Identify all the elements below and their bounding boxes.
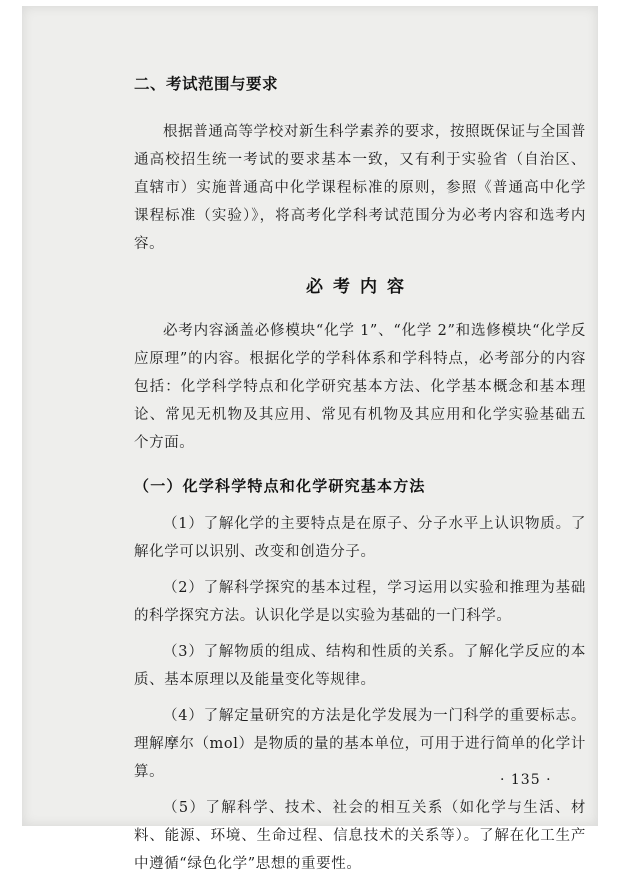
section-heading: 二、考试范围与要求 <box>134 75 279 93</box>
required-content-title: 必考内容 <box>306 277 414 297</box>
scanned-page <box>22 6 598 872</box>
scope-paragraph: 必考内容涵盖必修模块“化学 1”、“化学 2”和选修模块“化学反应原理”的内容。根据化学的学科体系和学科特点，必考部分的内容包括：化学科学特点和化学研究基本方法、化学基本概念和基本理论、常见无机物及其应用、常见有机物及其应用和化学实验基础五个方面。 <box>134 323 586 451</box>
intro-paragraph: 根据普通高等学校对新生科学素养的要求，按照既保证与全国普通高校招生统一考试的要求基本一致，又有利于实验省（自治区、直辖市）实施普通高中化学课程标准的原则，参照《普通高中化学课程标准（实验）》，将高考化学科考试范围分为必考内容和选考内容。 <box>134 124 586 252</box>
list-item: （5）了解科学、技术、社会的相互关系（如化学与生活、材料、能源、环境、生命过程、信息技术的关系等）。了解在化工生产中遵循“绿色化学”思想的重要性。 <box>134 800 586 872</box>
list-item: （4）了解定量研究的方法是化学发展为一门科学的重要标志。理解摩尔（mol）是物质的量的基本单位，可用于进行简单的化学计算。 <box>134 708 586 780</box>
page-content <box>134 72 586 886</box>
page-number: · 135 · <box>500 772 552 788</box>
list-item: （1）了解化学的主要特点是在原子、分子水平上认识物质。了解化学可以识别、改变和创造分子。 <box>134 516 586 560</box>
list-item: （3）了解物质的组成、结构和性质的关系。了解化学反应的本质、基本原理以及能量变化等规律。 <box>134 644 586 688</box>
subsection-heading: （一）化学科学特点和化学研究基本方法 <box>134 477 426 495</box>
list-item: （2）了解科学探究的基本过程，学习运用以实验和推理为基础的科学探究方法。认识化学是以实验为基础的一门科学。 <box>134 580 586 624</box>
